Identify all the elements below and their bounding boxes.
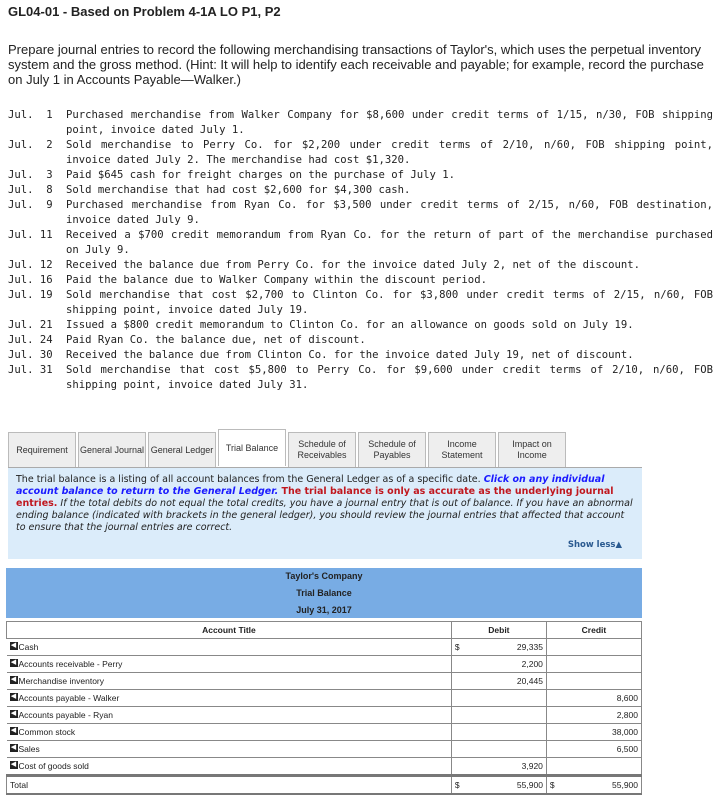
- transaction-text: Paid the balance due to Walker Company within the discount period.: [66, 274, 487, 286]
- back-arrow-icon[interactable]: ◀: [10, 693, 17, 700]
- account-title[interactable]: Accounts payable - Ryan: [18, 710, 113, 720]
- account-cell[interactable]: [7, 741, 452, 758]
- account-cell[interactable]: [7, 673, 452, 690]
- transaction-item: [8, 183, 713, 198]
- transaction-list: [8, 108, 713, 393]
- transaction-date: Jul. 21: [8, 319, 53, 331]
- tab-schedule-of-receivables[interactable]: Schedule of Receivables: [288, 432, 356, 467]
- transaction-item: [8, 363, 713, 393]
- table-row: [7, 707, 642, 724]
- tab-requirement[interactable]: Requirement: [8, 432, 76, 467]
- credit-value[interactable]: 38,000: [612, 727, 638, 737]
- transaction-date: Jul. 31: [8, 364, 53, 376]
- transaction-item: [8, 138, 713, 168]
- account-title[interactable]: Common stock: [18, 727, 76, 737]
- transaction-date: Jul. 9: [8, 199, 53, 211]
- account-cell[interactable]: [7, 707, 452, 724]
- transaction-text: Received a $700 credit memorandum from Ryan Co. for the return of part of the merchandise purchased on July 9.: [66, 229, 713, 256]
- credit-value[interactable]: 2,800: [616, 710, 638, 720]
- account-title[interactable]: Cost of goods sold: [18, 761, 89, 771]
- table-row: [7, 656, 642, 673]
- transaction-date: Jul. 1: [8, 109, 53, 121]
- table-row: [7, 724, 642, 741]
- credit-cell[interactable]: [546, 741, 641, 758]
- back-arrow-icon[interactable]: ◀: [10, 676, 17, 683]
- account-cell[interactable]: [7, 724, 452, 741]
- transaction-text: Received the balance due from Perry Co. for the invoice dated July 2, net of the discount.: [66, 259, 641, 271]
- debit-value[interactable]: 3,920: [521, 761, 543, 771]
- credit-cell[interactable]: [546, 656, 641, 673]
- company-name: Taylor's Company: [285, 571, 363, 581]
- credit-cell[interactable]: [546, 724, 641, 741]
- account-cell[interactable]: [7, 758, 452, 776]
- debit-cell[interactable]: [451, 656, 546, 673]
- currency-symbol: $: [454, 780, 460, 790]
- trial-balance-header: [6, 568, 642, 618]
- credit-cell[interactable]: [546, 673, 641, 690]
- account-title[interactable]: Cash: [18, 642, 39, 652]
- transaction-date: Jul. 30: [8, 349, 53, 361]
- tab-income-statement[interactable]: Income Statement: [428, 432, 496, 467]
- info-warning: The trial balance is only as accurate as the underlying journal entries.: [16, 486, 614, 509]
- tab-general-journal[interactable]: General Journal: [78, 432, 146, 467]
- transaction-date: Jul. 8: [8, 184, 53, 196]
- debit-value[interactable]: 29,335: [516, 642, 543, 652]
- account-title[interactable]: Sales: [18, 744, 40, 754]
- table-row: [7, 758, 642, 776]
- table-row: [7, 690, 642, 707]
- transaction-date: Jul. 3: [8, 169, 53, 181]
- debit-cell[interactable]: [451, 758, 546, 776]
- tab-impact-on-income[interactable]: Impact on Income: [498, 432, 566, 467]
- transaction-text: Sold merchandise that cost $2,700 to Clinton Co. for $3,800 under credit terms of 2/15, n/60, FOB shipping point, invoice dated July 19.: [66, 289, 713, 316]
- transaction-item: [8, 258, 713, 273]
- transaction-item: [8, 198, 713, 228]
- trial-balance-table: [6, 621, 642, 795]
- table-row: [7, 639, 642, 656]
- transaction-text: Sold merchandise that had cost $2,600 for $4,300 cash.: [66, 184, 411, 196]
- transaction-date: Jul. 16: [8, 274, 53, 286]
- debit-cell[interactable]: [451, 741, 546, 758]
- transaction-item: [8, 333, 713, 348]
- transaction-text: Purchased merchandise from Ryan Co. for $3,500 under credit terms of 2/15, n/60, FOB destination, invoice dated July 9.: [66, 199, 713, 226]
- transaction-item: [8, 318, 713, 333]
- transaction-date: Jul. 19: [8, 289, 53, 301]
- back-arrow-icon[interactable]: ◀: [10, 642, 17, 649]
- transaction-text: Received the balance due from Clinton Co. for the invoice dated July 19, net of discount.: [66, 349, 634, 361]
- account-cell[interactable]: [7, 690, 452, 707]
- transaction-item: [8, 168, 713, 183]
- transaction-item: [8, 348, 713, 363]
- debit-cell[interactable]: [451, 724, 546, 741]
- transaction-text: Sold merchandise to Perry Co. for $2,200 under credit terms of 2/10, n/60, FOB shipping point, invoice dated July 2. The merchandise had cost $1,320.: [66, 139, 713, 166]
- table-row: [7, 741, 642, 758]
- back-arrow-icon[interactable]: ◀: [10, 710, 17, 717]
- info-text: The trial balance is a listing of all account balances from the General Ledger as of a specific date.: [16, 474, 484, 485]
- tab-trial-balance[interactable]: Trial Balance: [218, 429, 286, 466]
- tab-schedule-of-payables[interactable]: Schedule of Payables: [358, 432, 426, 467]
- transaction-date: Jul. 24: [8, 334, 53, 346]
- transaction-text: Paid $645 cash for freight charges on the purchase of July 1.: [66, 169, 456, 181]
- credit-value[interactable]: 8,600: [616, 693, 638, 703]
- total-credit-cell: [546, 776, 641, 795]
- info-note: If the total debits do not equal the total credits, you have a journal entry that is out of balance. If you have an abnormal ending balance (indicated with brackets in the general ledger), you should review the journal entries that affected that account to ensure that the journal entries are correct.: [16, 498, 633, 533]
- col-debit: Debit: [451, 622, 546, 639]
- currency-symbol: $: [549, 780, 555, 790]
- account-cell[interactable]: [7, 639, 452, 656]
- transaction-date: Jul. 2: [8, 139, 53, 151]
- tab-general-ledger[interactable]: General Ledger: [148, 432, 216, 467]
- transaction-text: Issued a $800 credit memorandum to Clinton Co. for an allowance on goods sold on July 19.: [66, 319, 634, 331]
- credit-cell[interactable]: [546, 707, 641, 724]
- statement-name: Trial Balance: [296, 588, 352, 598]
- total-credit: 55,900: [612, 780, 638, 790]
- total-debit: 55,900: [516, 780, 543, 790]
- debit-cell[interactable]: [451, 690, 546, 707]
- credit-value[interactable]: 6,500: [616, 744, 638, 754]
- credit-cell[interactable]: [546, 690, 641, 707]
- transaction-item: [8, 228, 713, 258]
- debit-cell[interactable]: [451, 639, 546, 656]
- col-credit: Credit: [546, 622, 641, 639]
- credit-cell[interactable]: [546, 639, 641, 656]
- trial-balance-info: [8, 467, 642, 559]
- back-arrow-icon[interactable]: ◀: [10, 659, 17, 666]
- page-title: GL04-01 - Based on Problem 4-1A LO P1, P2: [8, 4, 281, 19]
- statement-date: July 31, 2017: [296, 605, 352, 615]
- table-row: [7, 673, 642, 690]
- account-cell[interactable]: [7, 656, 452, 673]
- info-link-hint: Click on any individual account balance to return to the General Ledger.: [16, 474, 605, 497]
- total-row: [7, 776, 642, 795]
- account-title[interactable]: Accounts receivable - Perry: [18, 659, 123, 669]
- back-arrow-icon[interactable]: ◀: [10, 727, 17, 734]
- currency-symbol: $: [454, 642, 460, 652]
- debit-cell[interactable]: [451, 673, 546, 690]
- transaction-item: [8, 288, 713, 318]
- total-debit-cell: [451, 776, 546, 795]
- tab-bar: [8, 432, 566, 467]
- account-title[interactable]: Merchandise inventory: [18, 676, 105, 686]
- transaction-item: [8, 273, 713, 288]
- transaction-date: Jul. 12: [8, 259, 53, 271]
- debit-value[interactable]: 2,200: [521, 659, 543, 669]
- transaction-text: Purchased merchandise from Walker Company for $8,600 under credit terms of 1/15, n/30, FOB shipping point, invoice dated July 1.: [66, 109, 713, 136]
- col-account-title: Account Title: [7, 622, 452, 639]
- show-less-link[interactable]: Show less▲: [567, 540, 622, 550]
- transaction-date: Jul. 11: [8, 229, 53, 241]
- account-title[interactable]: Accounts payable - Walker: [18, 693, 120, 703]
- total-label: Total: [7, 776, 452, 795]
- transaction-text: Sold merchandise that cost $5,800 to Perry Co. for $9,600 under credit terms of 2/10, n/60, FOB shipping point, invoice dated July 31.: [66, 364, 713, 391]
- debit-value[interactable]: 20,445: [516, 676, 543, 686]
- transaction-text: Paid Ryan Co. the balance due, net of discount.: [66, 334, 366, 346]
- back-arrow-icon[interactable]: ◀: [10, 744, 17, 751]
- debit-cell[interactable]: [451, 707, 546, 724]
- credit-cell[interactable]: [546, 758, 641, 776]
- instructions: Prepare journal entries to record the following merchandising transactions of Taylor's, which uses the perpetual inventory system and the gross method. (Hint: It will help to identify each receivable and payable; for example, record the purchase on July 1 in Accounts Payable—Walker.): [8, 42, 704, 87]
- transaction-item: [8, 108, 713, 138]
- back-arrow-icon[interactable]: ◀: [10, 761, 17, 768]
